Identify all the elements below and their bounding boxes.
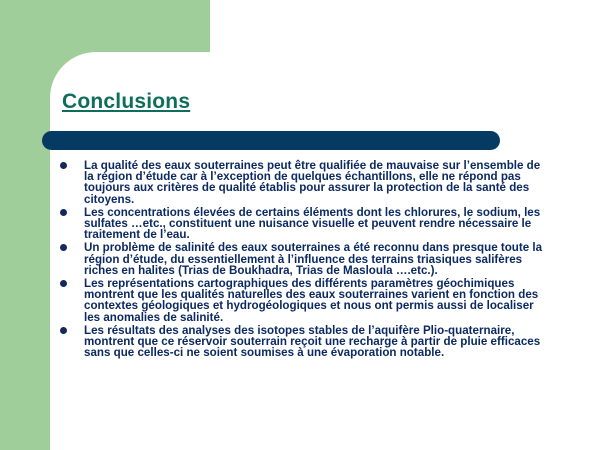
bullet-dot-icon [60, 327, 67, 334]
bullet-text: Les résultats des analyses des isotopes stables de l’aquifère Plio-quaternaire, montrent que ce réservoir souterrain reçoit une recharge à partir de pluie efficaces sans que celles-ci ne soient soumises à une évaporation notable. [84, 323, 541, 360]
bullet-dot-icon [60, 244, 67, 251]
bullet-item [58, 278, 550, 323]
bullet-item [58, 242, 550, 276]
bullet-dot-icon [60, 209, 67, 216]
bullet-text: Un problème de salinité des eaux souterraines a été reconnu dans presque toute la région d’étude, du essentiellement à l’influence des terrains triasiques salifères riches en halites (Trias de Boukhadra, Trias de Masloula ….etc.). [84, 241, 543, 277]
bullet-dot-icon [60, 162, 67, 169]
bullet-item [58, 207, 550, 241]
slide-title: Conclusions [62, 90, 191, 113]
bullet-item [58, 325, 550, 359]
bullet-dot-icon [60, 280, 67, 287]
bullet-list [58, 160, 550, 360]
bullet-item [58, 160, 550, 205]
bullet-text: Les représentations cartographiques des différents paramètres géochimiques montrent que les qualités naturelles des eaux souterraines varient en fonction des contextes géologiques et hydrogéologiques et nous ont permis aussi de localiser les anomalies de salinité. [84, 277, 539, 324]
bullet-text: Les concentrations élevées de certains éléments dont les chlorures, le sodium, les sulfates …etc., constituent une nuisance visuelle et peuvent rendre nécessaire le traitement de l’eau. [84, 205, 541, 242]
bullet-text: La qualité des eaux souterraines peut être qualifiée de mauvaise sur l’ensemble de la région d’étude car à l’exception de quelques échantillons, elle ne répond pas toujours aux critères de qualité établis pour assurer la protection de la santé des citoyens. [84, 159, 541, 206]
title-divider-bar [42, 131, 500, 150]
